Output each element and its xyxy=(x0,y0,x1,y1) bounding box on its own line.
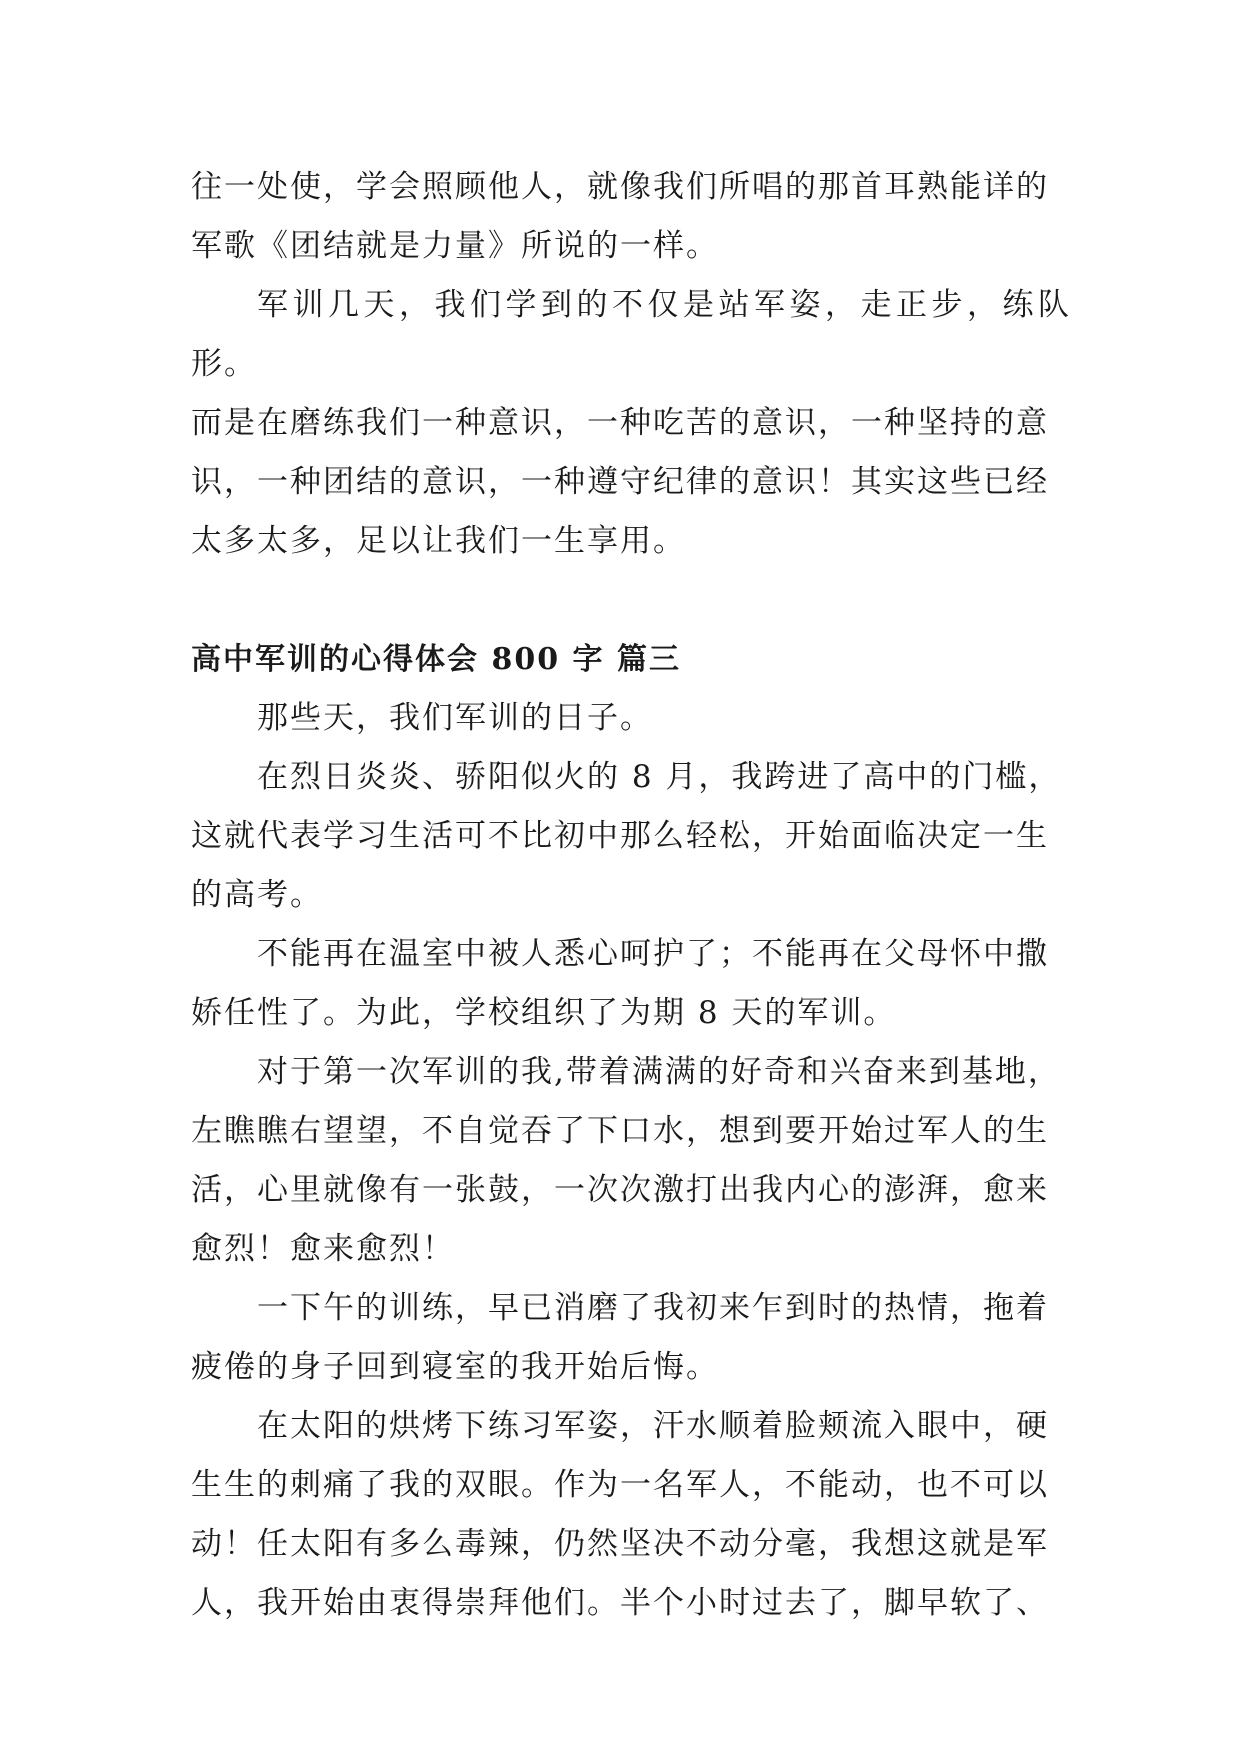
paragraph xyxy=(191,1279,1071,1397)
paragraph xyxy=(191,158,1071,276)
text-line: 疲倦的身子回到寝室的我开始后悔。 xyxy=(191,1349,719,1385)
text-line: 活，心里就像有一张鼓，一次次激打出我内心的澎湃，愈来 xyxy=(191,1172,1049,1208)
text-line: 一下午的训练，早已消磨了我初来乍到时的热情，拖着 xyxy=(257,1290,1049,1326)
paragraph xyxy=(191,748,1071,925)
section-heading: 高中军训的心得体会 800 字 篇三 xyxy=(191,642,681,677)
text-line: 左瞧瞧右望望，不自觉吞了下口水，想到要开始过军人的生 xyxy=(191,1113,1049,1149)
document-body xyxy=(191,158,1071,1633)
paragraph xyxy=(191,689,1071,748)
text-line: 太多太多，足以让我们一生享用。 xyxy=(191,523,686,559)
paragraph xyxy=(191,276,1071,571)
text-line: 往一处使，学会照顾他人，就像我们所唱的那首耳熟能详的 xyxy=(191,169,1049,205)
text-line: 人，我开始由衷得崇拜他们。半个小时过去了，脚早软了、 xyxy=(191,1585,1049,1621)
text-line: 愈烈！愈来愈烈！ xyxy=(191,1231,455,1267)
text-line: 那些天，我们军训的日子。 xyxy=(257,700,653,736)
paragraph xyxy=(191,925,1071,1043)
paragraph xyxy=(191,1043,1071,1279)
text-line: 这就代表学习生活可不比初中那么轻松，开始面临决定一生 xyxy=(191,818,1049,854)
paragraph xyxy=(191,1397,1071,1633)
text-line: 动！任太阳有多么毒辣，仍然坚决不动分毫，我想这就是军 xyxy=(191,1526,1049,1562)
text-line: 在烈日炎炎、骄阳似火的 8 月，我跨进了高中的门槛， xyxy=(257,759,1062,795)
text-line: 生生的刺痛了我的双眼。作为一名军人，不能动，也不可以 xyxy=(191,1467,1049,1503)
text-line: 在太阳的烘烤下练习军姿，汗水顺着脸颊流入眼中，硬 xyxy=(257,1408,1049,1444)
text-line: 军训几天，我们学到的不仅是站军姿，走正步，练队形。 xyxy=(191,287,1071,382)
text-line: 的高考。 xyxy=(191,877,323,913)
text-line: 对于第一次军训的我,带着满满的好奇和兴奋来到基地， xyxy=(257,1054,1061,1090)
text-line: 娇任性了。为此，学校组织了为期 8 天的军训。 xyxy=(191,995,897,1031)
text-line: 识，一种团结的意识，一种遵守纪律的意识！其实这些已经 xyxy=(191,464,1049,500)
text-line: 军歌《团结就是力量》所说的一样。 xyxy=(191,228,719,264)
text-line: 不能再在温室中被人悉心呵护了；不能再在父母怀中撒 xyxy=(257,936,1049,972)
text-line: 而是在磨练我们一种意识，一种吃苦的意识，一种坚持的意 xyxy=(191,405,1049,441)
